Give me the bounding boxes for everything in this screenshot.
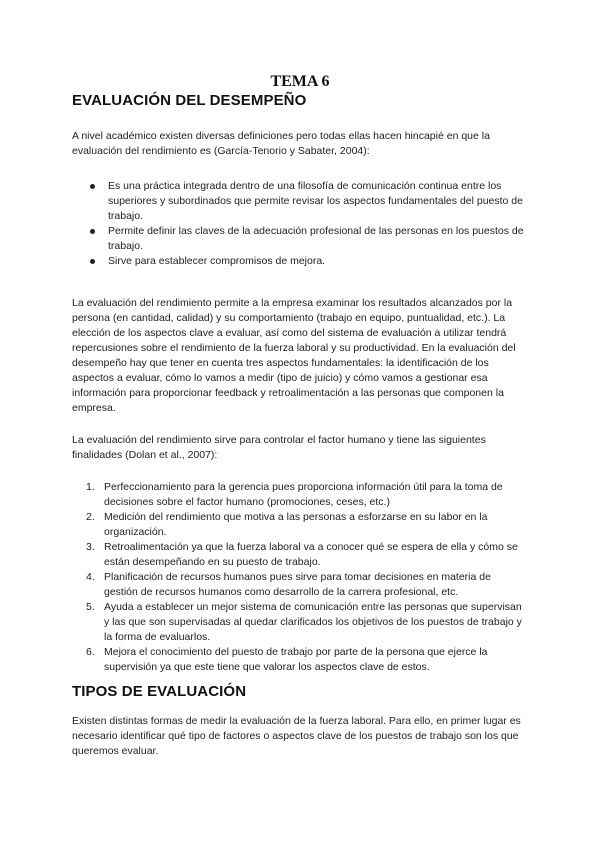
bullet-dot-icon: [90, 229, 95, 234]
item-text: Mejora el conocimiento del puesto de trabajo por parte de la persona que ejerce la supervisión ya que este tiene que valorar los aspectos clave de estos.: [104, 646, 488, 673]
numbered-item: [86, 570, 526, 600]
item-text: Perfeccionamiento para la gerencia pues proporciona información útil para la toma de decisiones sobre el factor humano (promociones, ceses, etc.): [104, 481, 503, 508]
item-text: Medición del rendimiento que motiva a las personas a esforzarse en su labor en la organización.: [104, 511, 488, 538]
numbered-list: [86, 480, 526, 675]
bullet-dot-icon: [90, 184, 95, 189]
item-number: 2.: [86, 511, 95, 523]
numbered-item: [86, 540, 526, 570]
bullet-text: Es una práctica integrada dentro de una filosofía de comunicación continua entre los superiores y subordinados que permite revisar los aspectos fundamentales del puesto de trabajo.: [108, 180, 523, 222]
item-text: Planificación de recursos humanos pues sirve para tomar decisiones en materia de gestión de recursos humanos como desarrollo de la carrera profesional, etc.: [104, 571, 491, 598]
item-number: 4.: [86, 571, 95, 583]
bullet-dot-icon: [90, 259, 95, 264]
numbered-item: [86, 510, 526, 540]
item-text: Ayuda a establecer un mejor sistema de comunicación entre las personas que supervisan y las que son supervisadas al quedar clarificados los objetivos de los puestos de trabajo y la forma de evaluarlos.: [104, 601, 522, 643]
bullet-item: [90, 224, 530, 254]
body-paragraph-tipos: Existen distintas formas de medir la evaluación de la fuerza laboral. Para ello, en primer lugar es necesario identificar qué tipo de factores o aspectos clave de los puestos de trabajo son los que queremos evaluar.: [72, 715, 521, 757]
numbered-item: [86, 480, 526, 510]
bullet-item: [90, 254, 530, 269]
numbered-item: [86, 600, 526, 645]
intro-paragraph: A nivel académico existen diversas definiciones pero todas ellas hacen hincapié en que la evaluación del rendimiento es (García-Tenorio y Sabater, 2004):: [72, 130, 490, 157]
section-heading-tipos: TIPOS DE EVALUACIÓN: [72, 683, 247, 700]
bullet-list: [90, 179, 530, 269]
numbered-item: [86, 645, 526, 675]
body-paragraph-rendimiento: La evaluación del rendimiento permite a la empresa examinar los resultados alcanzados por la persona (en cantidad, calidad) y su comportamiento (trabajo en equipo, puntualidad, etc.). La elección de los aspectos clave a evaluar, así como del sistema de evaluación a utilizar tendrá repercusiones sobre el rendimiento de la fuerza laboral y su productividad. En la evaluación del desempeño hay que tener en cuenta tres aspectos fundamentales: la identificación de los aspectos a evaluar, cómo lo vamos a medir (tipo de juicio) y cómo vamos a gestionar esa información para proporcionar feedback y retroalimentación a las personas que componen la empresa.: [72, 297, 516, 414]
bullet-item: [90, 179, 530, 224]
chapter-label: TEMA 6: [270, 73, 330, 90]
item-number: 6.: [86, 646, 95, 658]
item-number: 1.: [86, 481, 95, 493]
bullet-text: Permite definir las claves de la adecuación profesional de las personas en los puestos de trabajo.: [108, 225, 524, 252]
section-heading-evaluacion: EVALUACIÓN DEL DESEMPEÑO: [72, 92, 307, 109]
item-text: Retroalimentación ya que la fuerza laboral va a conocer qué se espera de ella y cómo se están desempeñando en su puesto de trabajo.: [104, 541, 518, 568]
item-number: 3.: [86, 541, 95, 553]
item-number: 5.: [86, 601, 95, 613]
bullet-text: Sirve para establecer compromisos de mejora.: [108, 255, 326, 267]
body-paragraph-finalidades: La evaluación del rendimiento sirve para controlar el factor humano y tiene las siguientes finalidades (Dolan et al., 2007):: [72, 434, 486, 461]
